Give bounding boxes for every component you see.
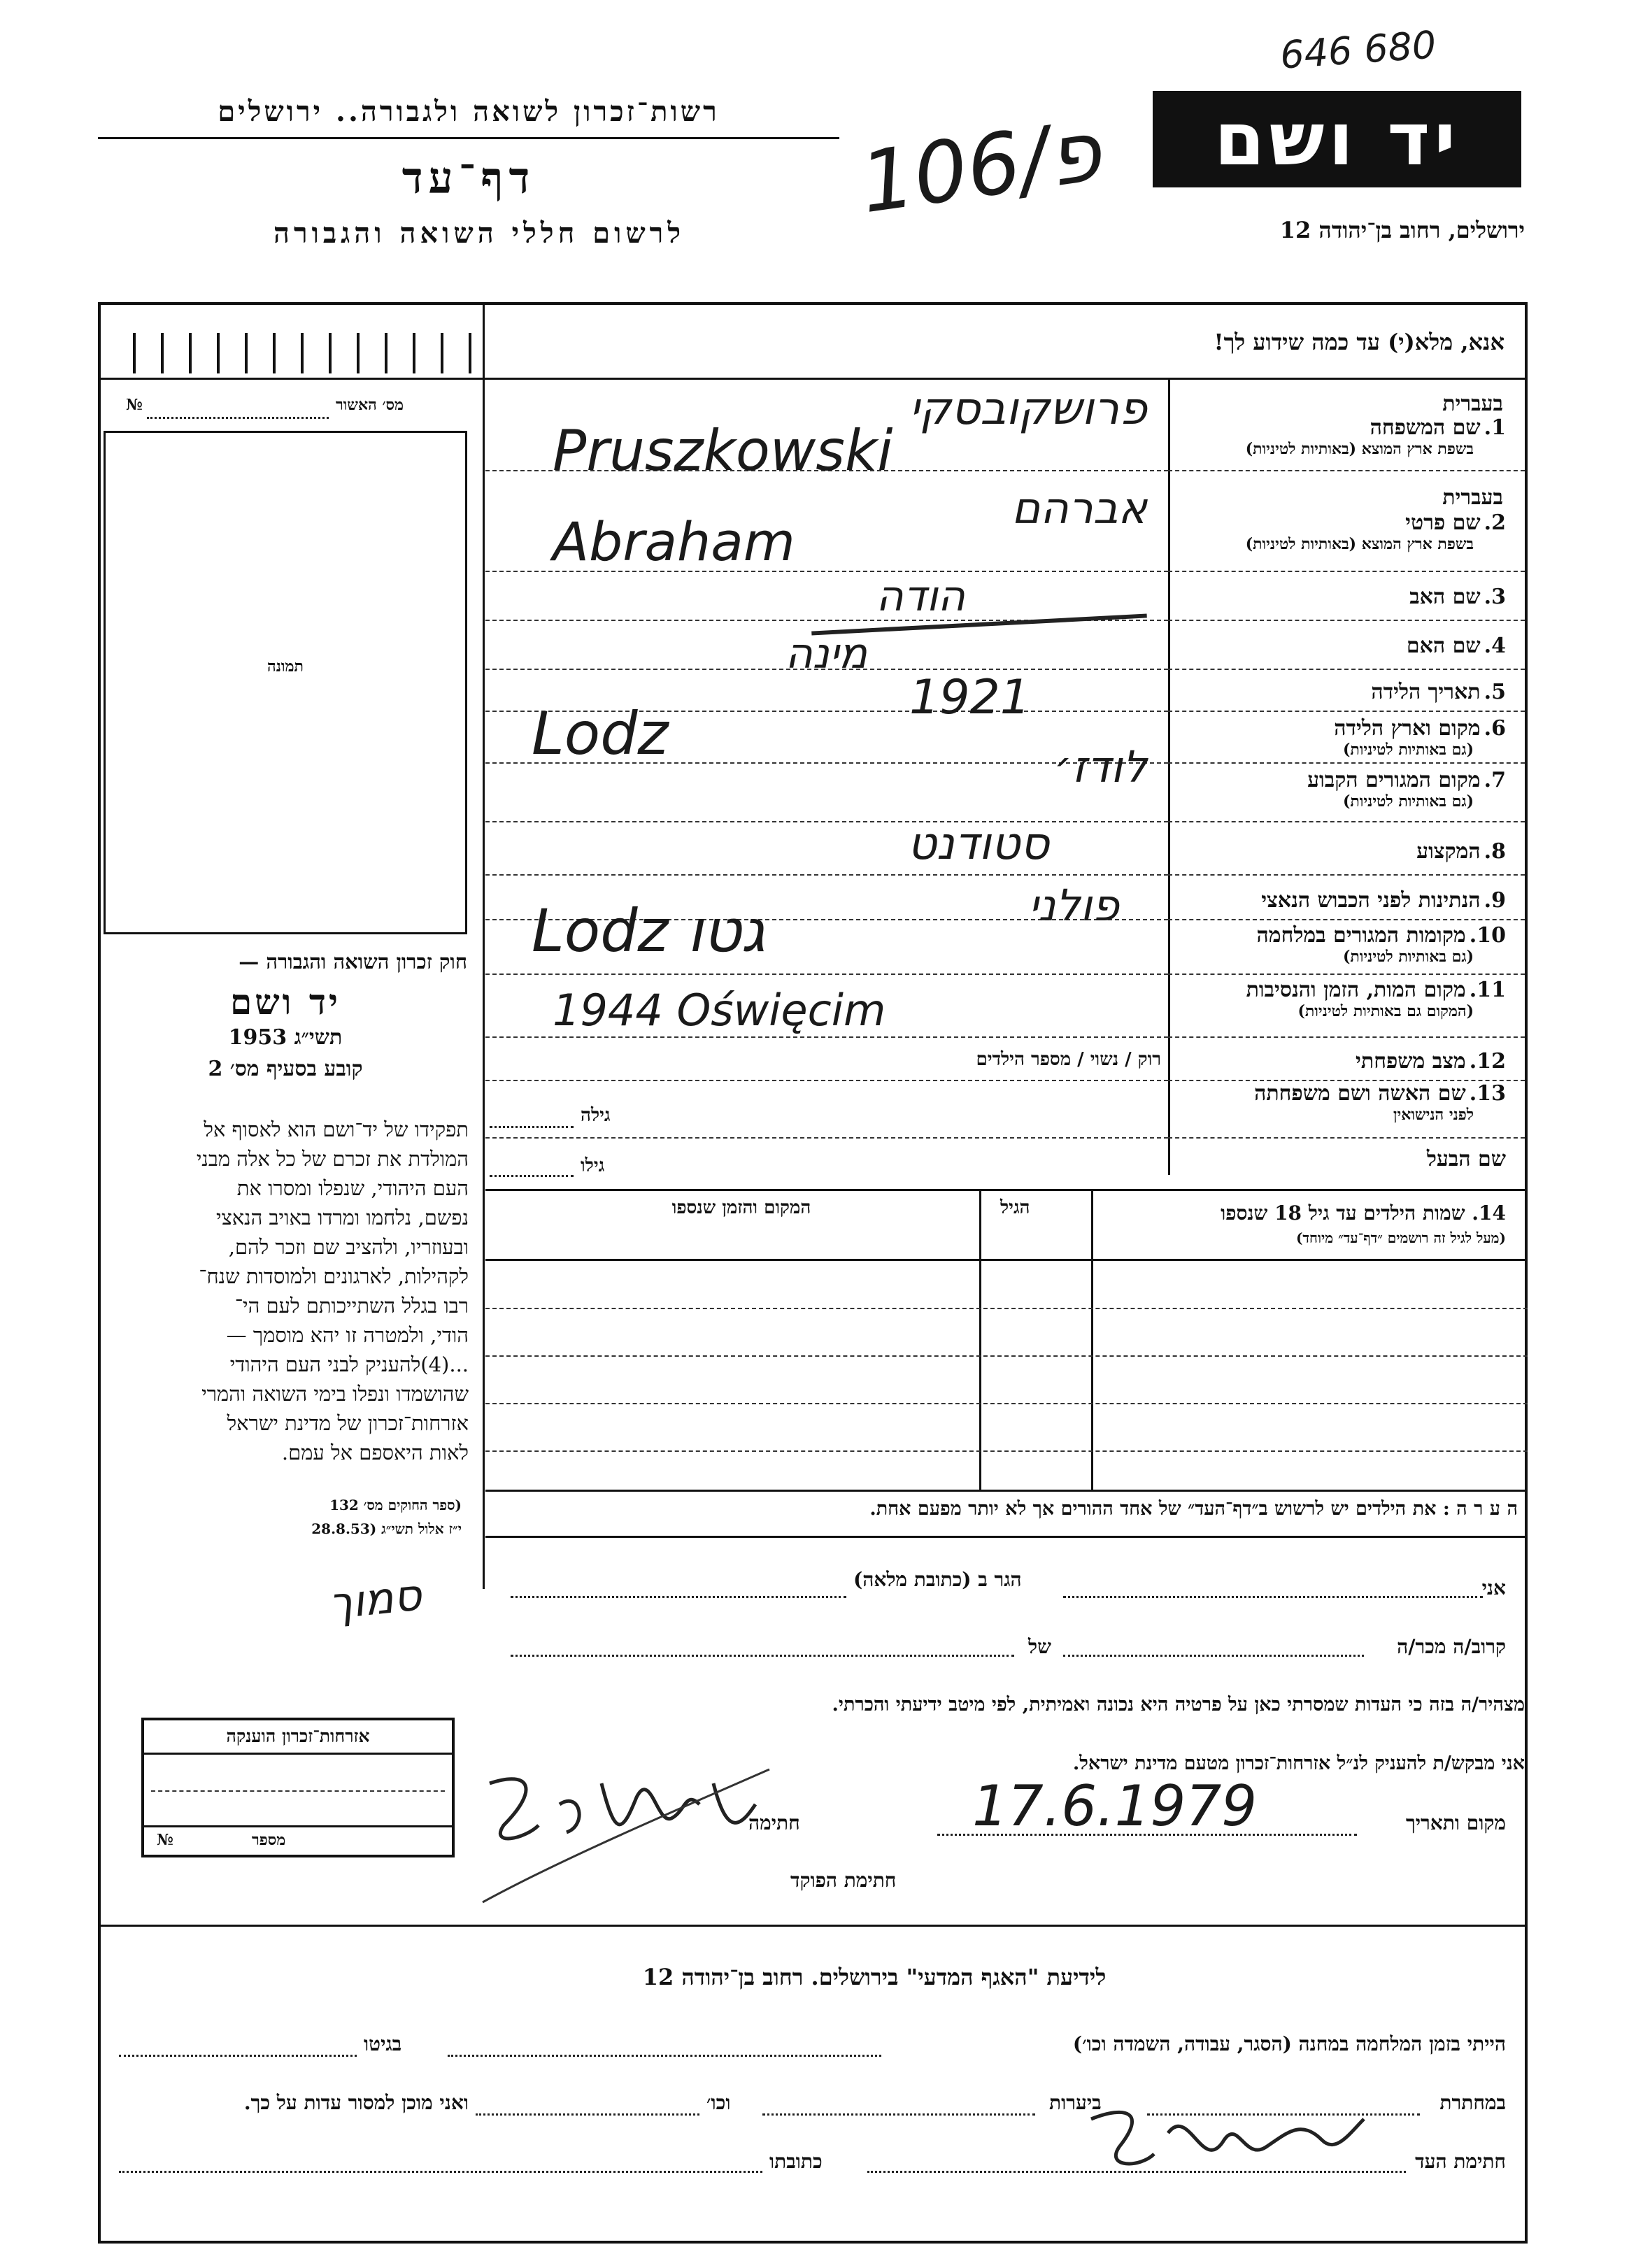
col-age-header: הגיל	[1000, 1197, 1030, 1218]
top-reference-number: 646 680	[1279, 22, 1438, 78]
field-label-5: 5. תאריך הלידה	[1371, 680, 1506, 704]
instruction-line: אנא, מלא(י) עד כמה שידוע לך!	[1214, 329, 1505, 355]
value-firstname-hebrew: אברהם	[1011, 483, 1147, 534]
field-label-10: 10. מקומות המגורים במלחמה (גם באותיות לטיניות)	[1256, 923, 1506, 966]
field-label-4: 4. שם האם	[1406, 634, 1506, 658]
sidebar-divider	[483, 302, 485, 1589]
value-surname-hebrew: פרושקובסקי	[909, 383, 1147, 435]
wife-age-label: גילה	[581, 1105, 611, 1126]
field-label-8: 8. המקצוע	[1416, 839, 1506, 864]
top-row-line	[98, 378, 1528, 380]
header-underline	[98, 137, 839, 139]
of-label: של	[1028, 1635, 1051, 1658]
side-handwriting: סמוך	[326, 1569, 424, 1629]
value-father-name: הודה	[876, 572, 965, 621]
field-label-3: 3. שם האב	[1409, 585, 1506, 609]
footer-line3-b: כתובתו	[769, 2150, 823, 2173]
law-block	[104, 950, 467, 1081]
col-place-header: המקום והזמן שנספו	[671, 1197, 811, 1218]
children-title: 14. שמות הילדים עד גיל 18 שנספו	[1221, 1201, 1506, 1225]
citizenship-box-number: מספר	[252, 1831, 286, 1849]
remark-line: ה ע ר ה : את הילדים יש לרשוש ב״דף־העד״ של אחד ההורים אך לא יותר מפעם אחת.	[869, 1498, 1518, 1520]
section-line-children	[485, 1189, 1528, 1191]
value-mother-name: מינה	[785, 629, 867, 678]
field-label-husband: שם הבעל	[1426, 1147, 1506, 1171]
value-birth-date: 1921	[909, 670, 1031, 725]
photo-box	[104, 431, 467, 934]
footer-line1-a: הייתי בזמן המלחמה במחנה (הסגר, עבודה, השמדה וכו׳)	[1072, 2032, 1506, 2055]
resident-label: הגר ב (כתובת מלאה)	[853, 1568, 1022, 1591]
footer-top-line	[98, 1925, 1528, 1927]
yad-vashem-logo: יד ושם	[1153, 91, 1521, 187]
value-residence: לודז׳	[1053, 741, 1147, 792]
footer-heading: לידיעת "האגף המדעי" בירושלים. רחוב בן־יהודה 12	[642, 1964, 1107, 1990]
field-label-7: 7. מקום המגורים הקבוע (גם באותיות לטיניות)	[1307, 768, 1506, 811]
value-nationality: פולני	[1028, 880, 1119, 931]
law-ref-1: (ספר החוקים מס׳ 132	[329, 1497, 462, 1513]
value-birthplace: Lodz	[532, 699, 669, 768]
field-label-6: 6. מקום וארץ הלידה (גם באותיות לטיניות)	[1334, 716, 1506, 759]
law-title: חוק זכרון השואה והגבורה —	[239, 950, 467, 973]
declarant-signature	[476, 1741, 783, 1923]
citizenship-box-no: №	[157, 1831, 173, 1849]
value-profession: סטודנט	[907, 818, 1049, 870]
footer-line2-d: ואני מוכן למסור עדות על כך.	[243, 2091, 469, 2114]
approval-no: №	[126, 396, 143, 414]
field-label-12: 12. מצב משפחתי	[1356, 1049, 1506, 1074]
declaration-statement: מצהיר/ה בזה כי העדות שמסרתי כאן על פרטיה היא נכונה ואמיתית, לפי מיטב ידיעתי והכרתי.	[832, 1694, 1525, 1716]
relative-label: קרוב/ה מכר/ה	[1397, 1635, 1506, 1658]
value-firstname-latin: Abraham	[553, 511, 795, 573]
field-label-13: 13. שם האשה ושם משפחתה לפני הנישואין	[1254, 1081, 1506, 1124]
law-section: קובע בסעיף מס׳ 2	[208, 1057, 363, 1081]
authority-line: רשות־זכרון לשואה ולגבורה.. ירושלים	[218, 95, 720, 128]
citizenship-request: אני מבקש/ת להעניק לנ״ל אזרחות־זכרון מטעם מדינת ישראל.	[1072, 1753, 1525, 1774]
witness-signature	[1077, 2091, 1385, 2196]
officer-signature-label: חתימת הפוקד	[790, 1869, 897, 1892]
value-wartime-residence: Lodz גטו	[532, 897, 766, 965]
value-death-place: 1944 Oświęcim	[553, 985, 886, 1036]
law-name: יד ושם	[230, 981, 341, 1022]
children-note: (מעל לגיל זה רושמים ״דף־עד״ מיוחד)	[1295, 1229, 1506, 1246]
value-surname-latin: Pruszkowski	[553, 418, 893, 483]
hebrew-label-2: בעברית	[1442, 485, 1503, 510]
field-label-11: 11. מקום המות, הזמן והנסיבות (המקום גם באותיות לטיניות)	[1246, 978, 1506, 1020]
marital-status-options: רוק / נשוי / מספר הילדים	[976, 1049, 1161, 1070]
field-label-2: 2. שם פרטי בשפת ארץ המוצא (באותיות לטיניות)	[1245, 511, 1506, 553]
footer-line3-a: חתימת העד	[1415, 2150, 1506, 2173]
law-text: תפקידו של יד־ושם הוא לאסוף אל המולדת את זכרם של כל אלה מבני העם היהודי, שנפלו ומסרו את נפשם, נלחמו ומרדו באויב הנאצי ובעוזריו, ולהציב שם וזכר להם, לקהילות, לארגונים ולמוסדות שנח־ רבו בגלל השתייכותם לעם הי־ הודי, ולמטרה זו יהא מוסמך — ...(4)להעניק לבני העם היהודי שהושמדו ונפלו בימי השואה והמרי אזרחות־זכרון של מדינת ישראל לאות היאספם אל עמם.	[196, 1118, 469, 1464]
declaration-date: 17.6.1979	[972, 1774, 1258, 1839]
footer-line2-c: וכו׳	[706, 2091, 731, 2114]
place-date-label: מקום ותאריך	[1405, 1811, 1506, 1834]
approval-label: מס׳ האשור	[336, 396, 404, 414]
footer-line2-b: ביערות	[1049, 2091, 1102, 2114]
husband-age-label: גילו	[581, 1155, 605, 1176]
field-label-9: 9. הנתינות לפני הכבוש הנאצי	[1261, 888, 1506, 913]
citizenship-box-title: אזרחות־זכרון הוענקה	[226, 1726, 370, 1746]
institution-address: ירושלים, רחוב בן־יהודה 12	[1279, 217, 1525, 243]
law-ref-2: י״ז אלול תשי״ג (28.8.53	[311, 1520, 462, 1537]
photo-label: תמונה	[267, 657, 304, 676]
handwritten-code: פ/106	[855, 102, 1107, 233]
hebrew-label-1: בעברית	[1442, 392, 1503, 416]
footer-line1-b: בגיטו	[364, 2032, 402, 2055]
declarant-label: אני	[1481, 1576, 1506, 1599]
page-title: דף־עד	[401, 152, 536, 204]
footer-line2-a: במחתרת	[1439, 2091, 1506, 2114]
field-label-1: 1. שם המשפחה בשפת ארץ המוצא (באותיות לטיניות)	[1245, 415, 1506, 458]
law-year: תשי״ג 1953	[228, 1025, 343, 1050]
signature-label: חתימה	[748, 1811, 800, 1834]
form-subtitle: לרשום חללי השואה והגבורה	[273, 217, 685, 250]
